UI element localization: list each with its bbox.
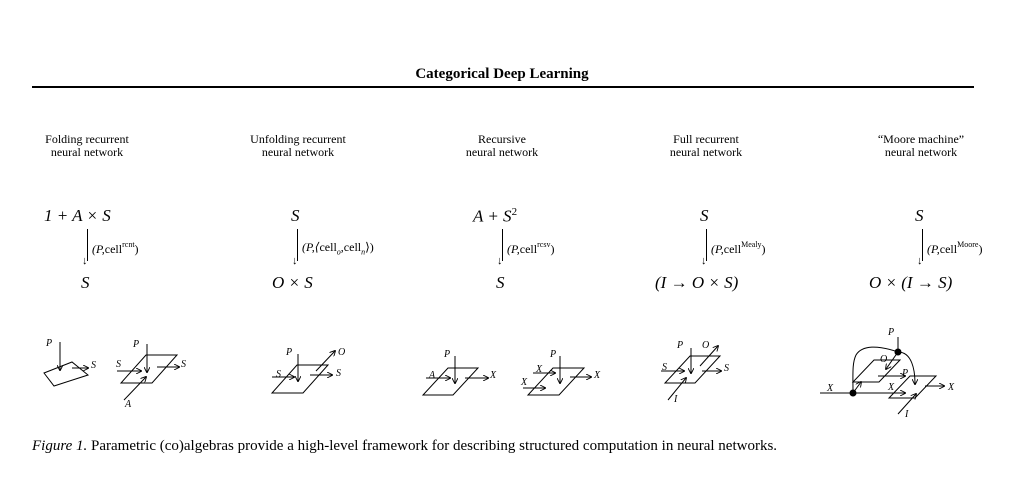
target-object: (I → O × S) (655, 273, 739, 292)
source-object: 1 + A × S (44, 206, 111, 225)
structure-map: (P,⟨cell$_o$,cell$_n$⟩) (302, 240, 374, 257)
column-title-line2: neural network (50, 145, 124, 159)
source-object: S (915, 206, 924, 225)
label-P: P (444, 349, 451, 360)
label-S: S (181, 359, 186, 370)
target-object: S (81, 273, 90, 292)
folding-cell-step-diagram (117, 344, 179, 400)
unfolding-cell-diagram (272, 351, 335, 393)
figure-caption (32, 438, 777, 455)
arrow-head-icon: ↓ (917, 255, 923, 267)
target-object: O × (I → S) (869, 273, 953, 292)
label-P: P (286, 347, 293, 358)
caption-text: Parametric (co)algebras provide a high-level framework for describing structured computation in neural networks. (87, 438, 778, 454)
figure-label: Figure 1. (32, 438, 88, 454)
label-I: I (674, 394, 678, 405)
label-A: A (125, 399, 132, 410)
label-O: O (338, 347, 346, 358)
arrow-head-icon: ↓ (82, 255, 88, 267)
column-title-line1: Folding recurrent (45, 132, 129, 146)
label-S: S (91, 360, 96, 371)
label-P: P (902, 368, 909, 379)
label-P: P (133, 339, 140, 350)
column-title-line2: neural network (261, 145, 335, 159)
moore-cell-diagram (820, 337, 944, 414)
label-S: S (724, 363, 729, 374)
label-X: X (521, 377, 528, 388)
label-X: X (827, 383, 834, 394)
structure-map: (P,cell$^{Mealy}$) (711, 240, 766, 256)
source-object: S (700, 206, 709, 225)
label-I: I (905, 409, 909, 420)
arrow-head-icon: ↓ (292, 255, 298, 267)
column-title-line1: “Moore machine” (877, 132, 965, 146)
column-title-line2: neural network (465, 145, 539, 159)
label-O: O (702, 340, 710, 351)
target-object: S (496, 273, 505, 292)
mealy-cell-diagram (661, 346, 721, 400)
running-header-title: Categorical Deep Learning (415, 66, 589, 82)
label-P: P (677, 340, 684, 351)
target-object: O × S (272, 273, 313, 292)
label-P: P (888, 327, 895, 338)
arrow-head-icon: ↓ (497, 255, 503, 267)
label-A: A (429, 370, 436, 381)
label-O: O (880, 354, 888, 365)
label-S: S (116, 359, 121, 370)
column-title-line1: Full recurrent (673, 132, 739, 146)
column-title-line2: neural network (669, 145, 743, 159)
structure-map: (P,cell$^{rcnt}$) (92, 240, 139, 256)
label-P: P (46, 338, 53, 349)
label-X: X (536, 364, 543, 375)
label-X: X (948, 382, 955, 393)
recursive-node-diagram (523, 356, 591, 395)
column-title-line1: Recursive (478, 132, 526, 146)
column-title-line1: Unfolding recurrent (250, 132, 346, 146)
column-title-line2: neural network (884, 145, 958, 159)
label-P: P (550, 349, 557, 360)
structure-map: (P,cell$^{rcsv}$) (507, 240, 555, 256)
label-S: S (662, 362, 667, 373)
arrow-head-icon: ↓ (701, 255, 707, 267)
label-S: S (336, 368, 341, 379)
label-S: S (276, 369, 281, 380)
structure-map: (P,cell$^{Moore}$) (927, 240, 983, 256)
label-X: X (594, 370, 601, 381)
source-object: S (291, 206, 300, 225)
label-X: X (888, 382, 895, 393)
source-object: $A + S^2$ (473, 206, 518, 226)
label-X: X (490, 370, 497, 381)
